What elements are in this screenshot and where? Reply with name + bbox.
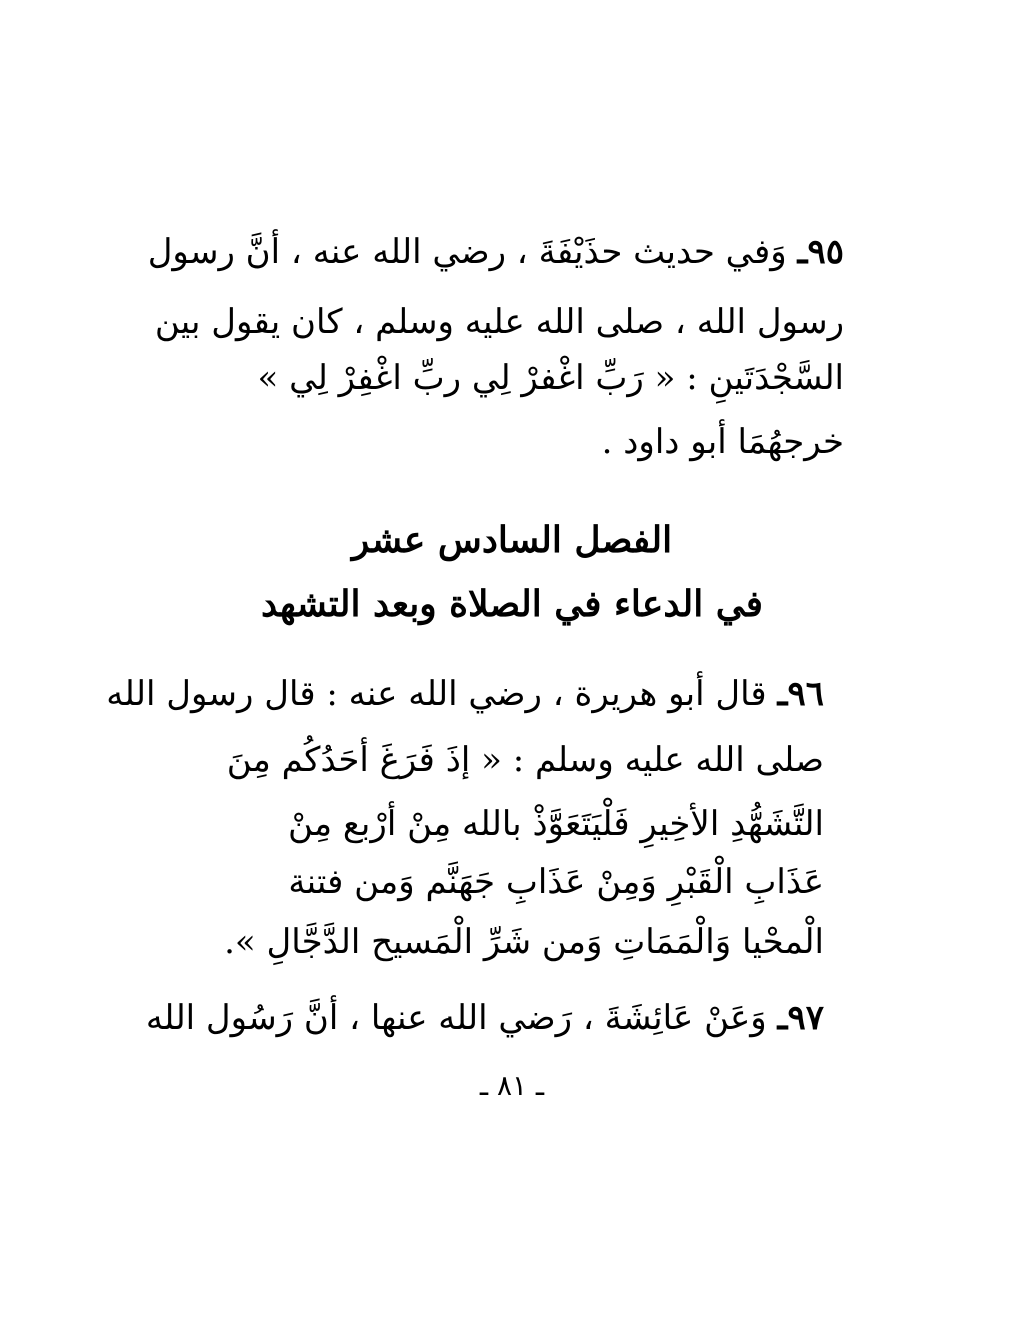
paragraph-96-text-5: الْمحْيا وَالْمَمَاتِ وَمن شَرِّ الْمَسيح الدَّجَّالِ ». — [224, 922, 824, 962]
paragraph-97-text-1: وَعَنْ عَائِشَةَ ، رَضي الله عنها ، أنَّ رَسُول الله — [145, 998, 767, 1038]
paragraph-96-line-1 — [106, 670, 824, 718]
paragraph-95-text-4: خرجهُمَا أبو داود . — [601, 422, 844, 462]
paragraph-96-line-3 — [288, 800, 824, 848]
paragraph-95-text-3: السَّجْدَتَينِ : « رَبِّ اغْفرْ لِي ربِّ اغْفِرْ لِي » — [257, 358, 844, 398]
paragraph-95-text-1: وَفي حديث حذَيْفَةَ ، رضي الله عنه ، أنَّ رسول — [147, 232, 787, 272]
chapter-subtitle: في الدعاء في الصلاة وبعد التشهد — [261, 583, 763, 625]
paragraph-95-line-4 — [602, 418, 844, 466]
paragraph-95-line-1 — [148, 228, 844, 276]
page-number: ـ ٨١ ـ — [479, 1069, 545, 1102]
paragraph-number-97: ٩٧ـ — [777, 998, 824, 1038]
paragraph-95-line-2 — [155, 298, 844, 346]
paragraph-95-line-3 — [258, 354, 844, 402]
paragraph-95-text-2: رسول الله ، صلى الله عليه وسلم ، كان يقول بين — [154, 302, 844, 342]
paragraph-96-text-4: عَذَابِ الْقَبْرِ وَمِنْ عَذَابِ جَهَنَّم وَمن فتنة — [288, 862, 824, 902]
chapter-title: الفصل السادس عشر — [351, 519, 673, 561]
paragraph-96-text-2: صلى الله عليه وسلم : « إذَ فَرَغَ أحَدُكُم مِنَ — [226, 740, 824, 780]
paragraph-96-line-5 — [224, 918, 824, 966]
paragraph-97-line-1 — [146, 994, 824, 1042]
paragraph-number-96: ٩٦ـ — [777, 674, 824, 714]
paragraph-number-95: ٩٥ـ — [797, 232, 844, 272]
paragraph-96-line-4 — [288, 858, 824, 906]
paragraph-96-text-1: قال أبو هريرة ، رضي الله عنه : قال رسول الله — [106, 674, 767, 714]
paragraph-96-text-3: التَّشَهُّدِ الأخِيرِ فَلْيَتَعَوَّذْ بالله مِنْ أرْبع مِنْ — [287, 804, 824, 844]
paragraph-96-line-2 — [227, 736, 824, 784]
